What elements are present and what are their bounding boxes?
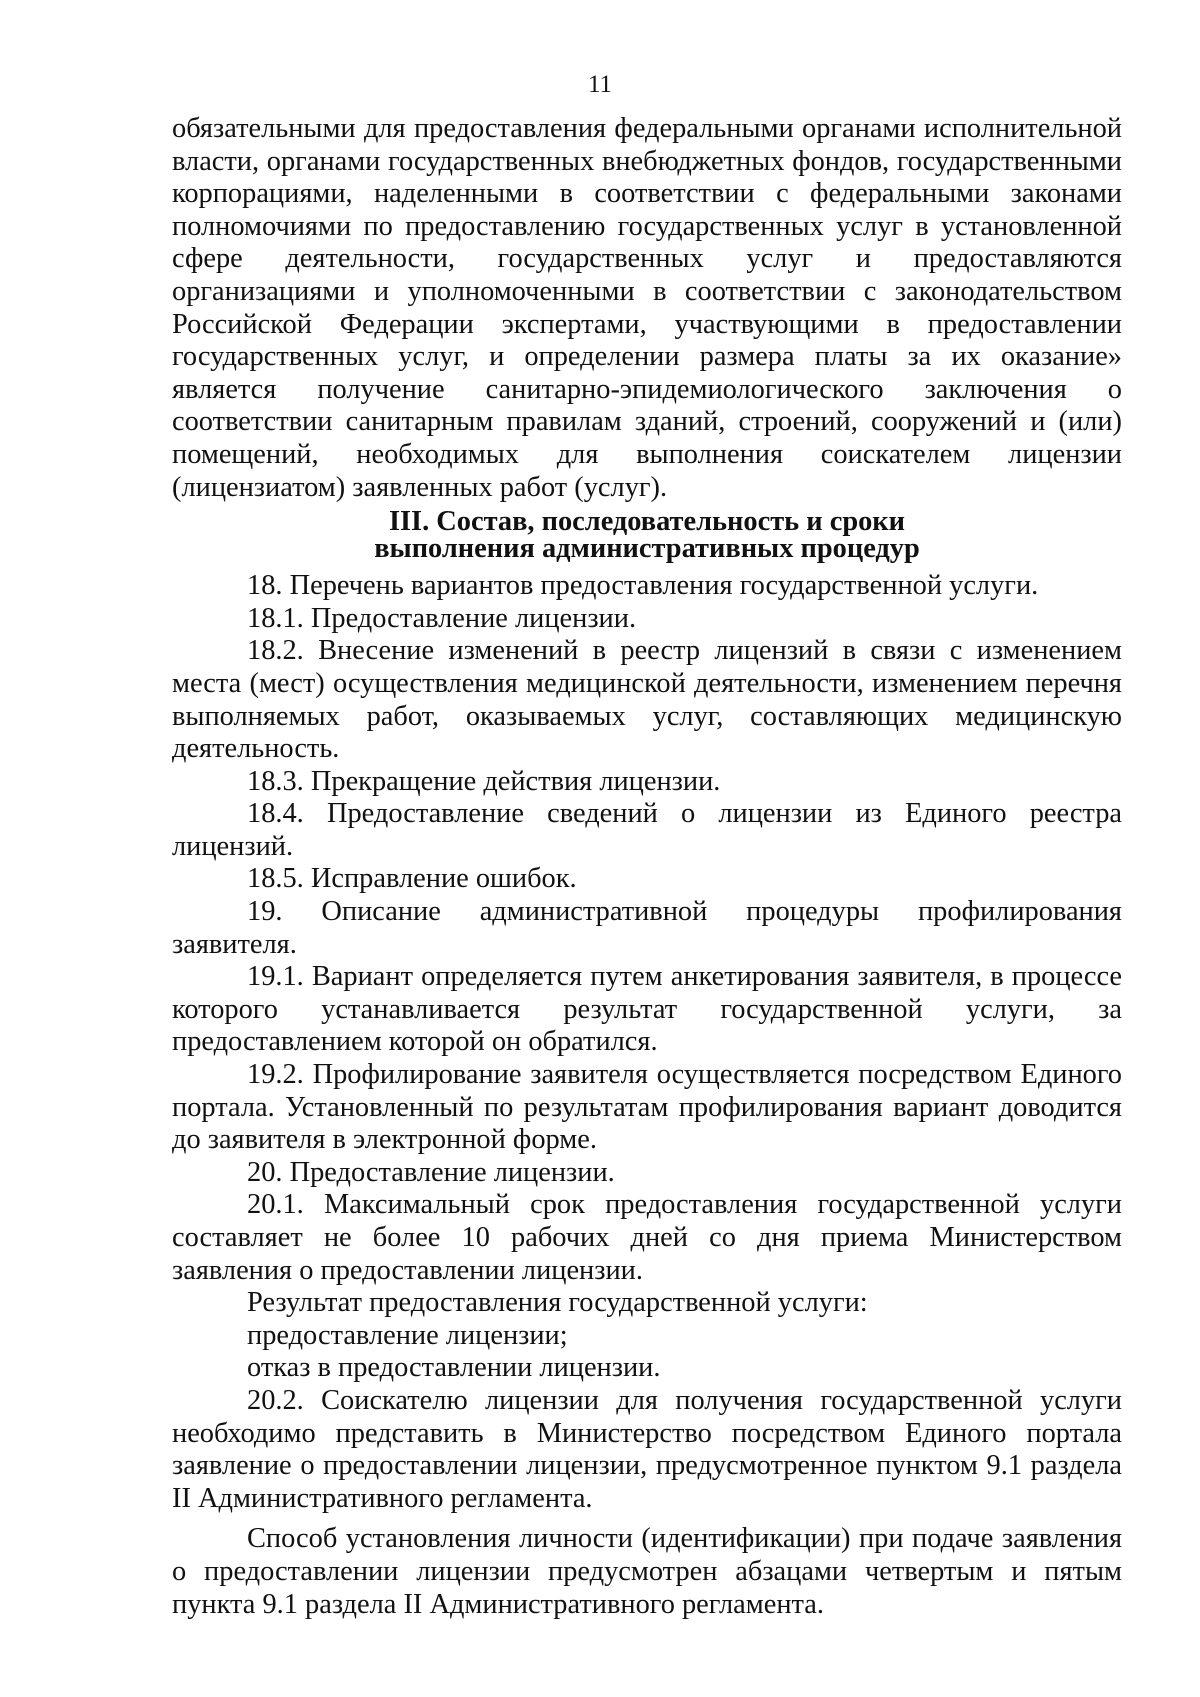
paragraph-19-1: 19.1. Вариант определяется путем анкетирования заявителя, в процессе которого устанавливается результат государственной услуги, за предоставлением которой он обратился. bbox=[172, 961, 1122, 1058]
paragraph-20: 20. Предоставление лицензии. bbox=[247, 1156, 615, 1188]
paragraph-20-2: 20.2. Соискателю лицензии для получения государственной услуги необходимо представить в Министерство посредством Единого портала заявление о предоставлении лицензии, предусмотренное пунктом 9.1 раздела II Административного регламента. bbox=[172, 1384, 1122, 1514]
paragraph-result-intro: Результат предоставления государственной услуги: bbox=[247, 1287, 868, 1319]
paragraph-20-1: 20.1. Максимальный срок предоставления государственной услуги составляет не более 10 рабочих дней со дня приема Министерством заявления о предоставлении лицензии. bbox=[172, 1189, 1122, 1286]
paragraph-18-4: 18.4. Предоставление сведений о лицензии из Единого реестра лицензий. bbox=[172, 798, 1122, 862]
document-body bbox=[172, 113, 1122, 1621]
paragraph-19-2: 19.2. Профилирование заявителя осуществляется посредством Единого портала. Установленный по результатам профилирования вариант доводится до заявителя в электронной форме. bbox=[172, 1059, 1122, 1156]
page-number: 11 bbox=[587, 71, 613, 98]
paragraph-identification: Способ установления личности (идентификации) при подаче заявления о предоставлении лицензии предусмотрен абзацами четвертым и пятым пункта 9.1 раздела II Административного регламента. bbox=[172, 1523, 1122, 1620]
paragraph-18-2: 18.2. Внесение изменений в реестр лицензий в связи с изменением места (мест) осуществления медицинской деятельности, изменением перечня выполняемых работ, оказываемых услуг, составляющих медицинскую деятельность. bbox=[172, 635, 1122, 765]
paragraph-result-refusal: отказ в предоставлении лицензии. bbox=[247, 1352, 661, 1384]
paragraph-19: 19. Описание административной процедуры профилирования заявителя. bbox=[172, 896, 1122, 960]
section-heading-line-1: III. Состав, последовательность и сроки bbox=[388, 506, 906, 538]
paragraph-continuation: обязательными для предоставления федеральными органами исполнительной власти, органами государственных внебюджетных фондов, государственными корпорациями, наделенными в соответствии с федеральными законами полномочиями по предоставлению государственных услуг в установленной сфере деятельности, государственных услуг и предоставляются организациями и уполномоченными в соответствии с законодательством Российской Федерации экспертами, участвующими в предоставлении государственных услуг, и определении размера платы за их оказание» является получение санитарно-эпидемиологического заключения о соответствии санитарным правилам зданий, строений, сооружений и (или) помещений, необходимых для выполнения соискателем лицензии (лицензиатом) заявленных работ (услуг). bbox=[172, 113, 1122, 503]
section-heading-line-2: выполнения административных процедур bbox=[374, 533, 920, 565]
paragraph-18-1: 18.1. Предоставление лицензии. bbox=[247, 602, 637, 634]
paragraph-result-grant: предоставление лицензии; bbox=[247, 1319, 568, 1351]
paragraph-18-3: 18.3. Прекращение действия лицензии. bbox=[247, 765, 721, 797]
paragraph-18-5: 18.5. Исправление ошибок. bbox=[247, 863, 577, 895]
paragraph-18: 18. Перечень вариантов предоставления государственной услуги. bbox=[247, 570, 1039, 602]
section-heading bbox=[172, 506, 1122, 565]
